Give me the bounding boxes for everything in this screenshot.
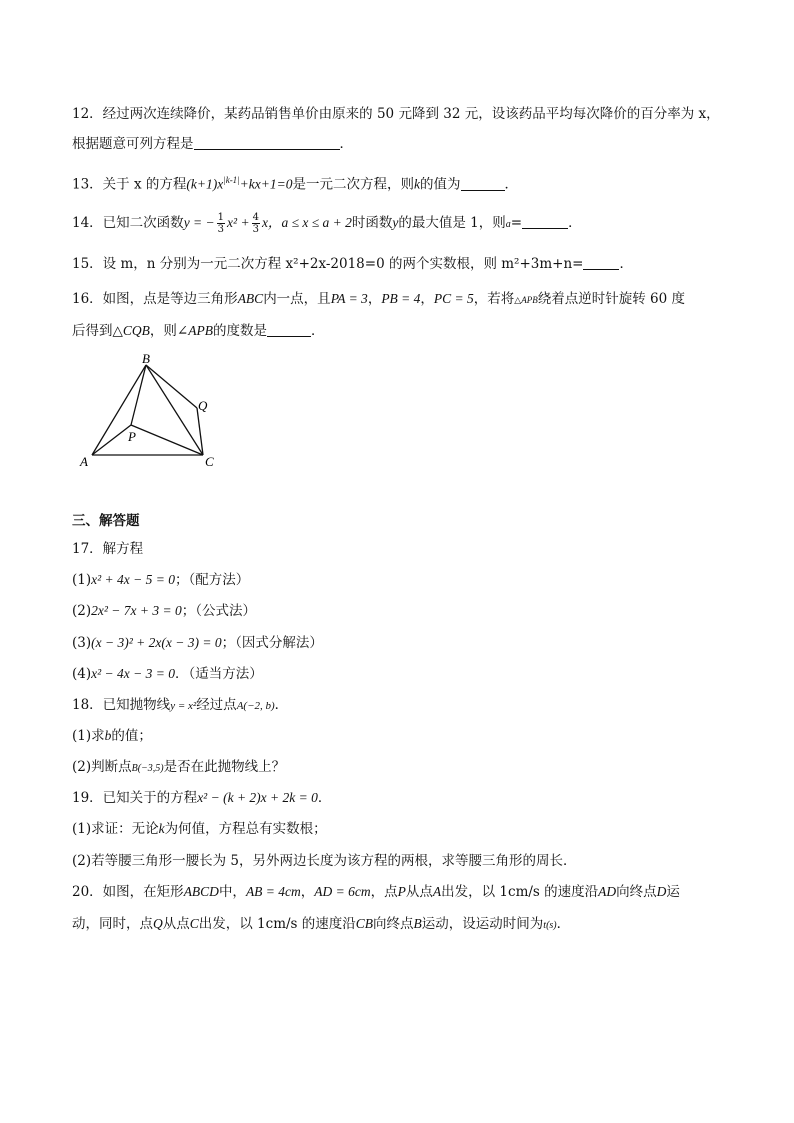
- q14-mid2: x，: [261, 215, 282, 230]
- q16-answer-blank[interactable]: [267, 322, 311, 337]
- q13-var: k: [414, 176, 420, 192]
- q14-text2: 的最大值是 1，则: [398, 215, 506, 231]
- q14-frac1-den: 3: [217, 224, 225, 235]
- q16-pa: PA = 3: [330, 291, 368, 306]
- q12-line1: 12．经过两次连续降价，某药品销售单价由原来的 50 元降到 32 元，设该药品平均每次降价的百分率为 x，: [72, 106, 720, 122]
- q19-sub1-a: (1)求证：无论: [72, 821, 159, 837]
- q17-item-method: ；（配方法）: [175, 572, 250, 588]
- section-title: 三、解答题: [72, 513, 140, 529]
- segment-pc: [131, 425, 203, 455]
- q15-end: ．: [619, 256, 633, 272]
- q20-abcd: ABCD: [183, 884, 219, 899]
- q19-sub1: [72, 819, 327, 839]
- q20-line2: [72, 914, 570, 936]
- q15-text: 15．设 m，n 分别为一元二次方程 x²+2x-2018=0 的两个实数根，则 m²+3m+n=: [72, 256, 584, 272]
- q16-cqb: △CQB: [112, 323, 150, 338]
- q19-sub2: (2)若等腰三角形一腰长为 5，另外两边长度为该方程的两根，求等腰三角形的周长．: [72, 853, 577, 869]
- q12-text: 根据题意可列方程是: [72, 136, 194, 152]
- segment-ap: [92, 425, 131, 455]
- q18-sub1-var: b: [104, 728, 112, 743]
- q20-text-f: 向终点: [616, 884, 657, 900]
- q18-point: A(−2, b): [236, 700, 275, 712]
- q20-text-a: 20．如图，在矩形: [72, 884, 184, 900]
- q18-sub2: [72, 757, 285, 779]
- q14-answer-blank[interactable]: [522, 214, 568, 229]
- q17-item-method: ；（因式分解法）: [221, 635, 323, 651]
- q12-line2: [72, 134, 353, 154]
- q20-text-i: 从点: [162, 916, 190, 932]
- q20-text-g: 运: [666, 884, 680, 900]
- q19-text-a: 19．已知关于的方程: [72, 790, 198, 806]
- q20-ab: AB = 4cm: [245, 884, 301, 899]
- q20-end: ．: [556, 916, 571, 932]
- label-p: P: [128, 429, 136, 444]
- q20-t: t(s): [543, 920, 557, 931]
- q20-b: B: [413, 916, 422, 931]
- q19-line1: [72, 788, 331, 808]
- q20-text-h: 动，同时，点: [72, 916, 153, 932]
- q20-p: P: [397, 884, 406, 899]
- q20-text-c: ，点: [370, 884, 398, 900]
- label-c: C: [205, 454, 214, 469]
- q16-text-c: ，若将: [473, 291, 515, 307]
- q19-sub1-b: 为何值，方程总有实数根；: [164, 821, 327, 837]
- q16-text-b: 内一点，且: [263, 291, 331, 307]
- label-b: B: [142, 351, 150, 366]
- q16-abc: ABC: [237, 291, 264, 306]
- q17-item-num: (4): [72, 666, 92, 682]
- q15-line: [72, 254, 633, 274]
- q16-text-d: 绕着点逆时针旋转 60 度: [537, 291, 685, 307]
- q14-mid: x² +: [227, 215, 250, 230]
- label-q: Q: [198, 398, 208, 413]
- q19-text-b: ．: [317, 790, 332, 806]
- q14-end: ．: [568, 215, 582, 231]
- q16-line1: 16．如图，点是等边三角形ABC内一点，且PA = 3，PB = 4，PC = 5，若将△APB绕着点逆时针旋转 60 度: [72, 291, 685, 307]
- triangle-figure: [76, 350, 226, 474]
- q17-item-num: (2): [72, 603, 92, 619]
- q17-item-eq: x² − 4x − 3 = 0: [91, 666, 175, 681]
- q16-text-g: 的度数是: [212, 323, 267, 339]
- q13-end: ．: [504, 176, 518, 193]
- q13-prefix: 13．关于 x 的方程: [72, 176, 187, 193]
- q16-angle: ∠APB: [176, 323, 213, 338]
- q17-item-4: [72, 664, 263, 684]
- q17-item-3: [72, 633, 323, 653]
- q20-text-k: 向终点: [373, 916, 414, 932]
- q16-text-a: 16．如图，点是等边三角形: [72, 291, 238, 307]
- q20-text-d: 从点: [405, 884, 433, 900]
- q20-text-e: 出发，以 1cm/s 的速度沿: [441, 884, 599, 900]
- q18-sub1-a: (1)求: [72, 728, 105, 744]
- segment-pb: [131, 365, 146, 425]
- q18-text-c: ．: [274, 697, 289, 713]
- q20-ad2: AD: [598, 884, 617, 899]
- q18-line1: [72, 695, 288, 716]
- q13-exponent: |k-1|: [223, 175, 240, 185]
- q14-prefix: 14．已知二次函数: [72, 215, 184, 231]
- q17-item-num: (3): [72, 635, 92, 651]
- q13-equation: (k+1)x: [186, 176, 224, 192]
- q17-item-method: ．（适当方法）: [175, 666, 263, 682]
- q17-title: 17．解方程: [72, 541, 144, 557]
- q16-pc: PC = 5: [433, 291, 474, 306]
- q20-text-j: 出发，以 1cm/s 的速度沿: [198, 916, 356, 932]
- q16-tri: △APB: [514, 295, 538, 305]
- q16-end: ．: [310, 323, 325, 339]
- q14-func: y = −: [183, 215, 215, 230]
- q20-d: D: [656, 884, 667, 899]
- q18-parabola: y = x²: [170, 700, 197, 712]
- q13-answer-blank[interactable]: [461, 176, 505, 191]
- q20-a: A: [432, 884, 442, 899]
- q16-line2: [72, 321, 324, 341]
- q20-c: C: [189, 916, 199, 931]
- segment-ab: [92, 365, 146, 455]
- q13-line: [72, 170, 518, 195]
- segment-bq: [146, 365, 197, 408]
- q14-condition: a ≤ x ≤ a + 2: [281, 215, 352, 230]
- q17-item-num: (1): [72, 572, 92, 588]
- q14-frac2-den: 3: [252, 224, 259, 235]
- segment-bc: [146, 365, 203, 455]
- q20-ad: AD = 6cm: [314, 884, 371, 899]
- q20-line1: 20．如图，在矩形ABCD中，AB = 4cm，AD = 6cm，点P从点A出发，以 1cm/s 的速度沿AD向终点D运: [72, 884, 680, 900]
- q14-fraction-2: [252, 212, 260, 235]
- q20-q: Q: [153, 916, 163, 931]
- q18-text-a: 18．已知抛物线: [72, 697, 171, 713]
- q17-item-eq: (x − 3)² + 2x(x − 3) = 0: [91, 635, 222, 650]
- q18-sub2-a: (2)判断点: [72, 759, 132, 775]
- q13-equation-rest: +kx+1=0: [239, 176, 293, 192]
- q17-item-method: ；（公式法）: [181, 603, 256, 619]
- q14-yvar: y: [392, 215, 399, 230]
- q14-frac1-num: 1: [217, 212, 225, 223]
- q12-answer-blank[interactable]: [194, 135, 340, 150]
- q17-item-eq: x² + 4x − 5 = 0: [91, 572, 175, 587]
- q16-text-f: ，则: [149, 323, 177, 339]
- q14-text: 时函数: [351, 215, 393, 231]
- q14-avar: a: [505, 219, 511, 230]
- q15-answer-blank[interactable]: [583, 255, 619, 270]
- q14-fraction-1: [217, 212, 225, 235]
- q14-frac2-num: 4: [252, 212, 259, 223]
- q17-item-2: [72, 601, 256, 621]
- q20-text-l: 运动，设运动时间为: [421, 916, 544, 932]
- q19-sub1-var: k: [158, 821, 165, 836]
- q17-item-1: [72, 570, 249, 590]
- q18-sub2-b: 是否在此抛物线上？: [163, 759, 286, 775]
- q13-tail: 的值为: [420, 176, 461, 193]
- q16-pb: PB = 4: [381, 291, 421, 306]
- q16-text-e: 后得到: [72, 323, 113, 339]
- q14-line: [72, 212, 582, 235]
- q12-end: ．: [339, 136, 353, 152]
- q18-text-b: 经过点: [196, 697, 237, 713]
- q19-eq: x² − (k + 2)x + 2k = 0: [197, 790, 318, 805]
- q17-item-eq: 2x² − 7x + 3 = 0: [91, 603, 182, 618]
- q20-cb: CB: [355, 916, 374, 931]
- q13-middle: 是一元二次方程，则: [292, 176, 414, 193]
- q18-sub2-point: B(−3,5): [131, 763, 164, 774]
- q18-sub1-b: 的值；: [111, 728, 152, 744]
- q14-eq: =: [510, 215, 523, 231]
- label-a: A: [80, 454, 88, 469]
- q18-sub1: [72, 726, 152, 746]
- q20-text-b: 中，: [218, 884, 246, 900]
